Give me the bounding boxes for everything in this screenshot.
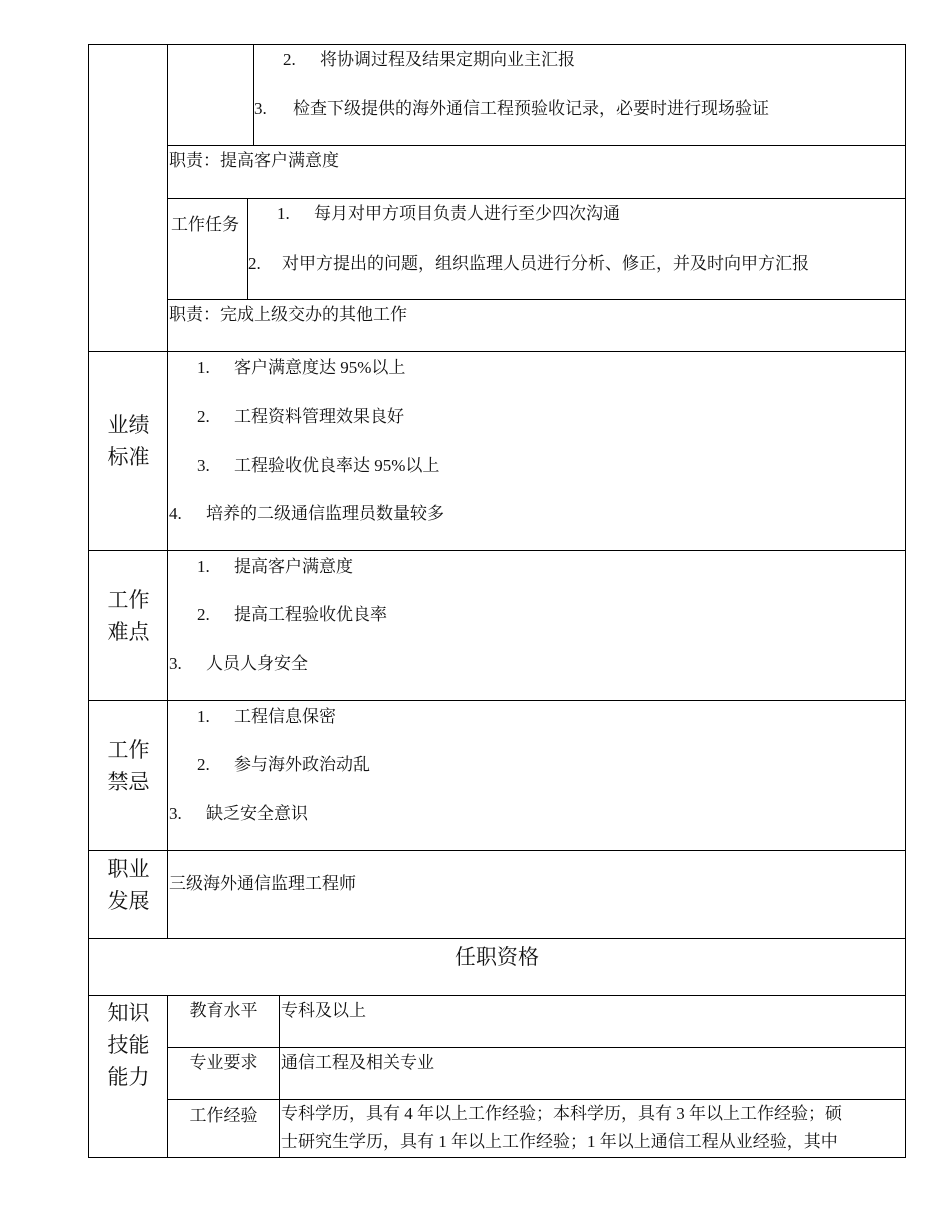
list-item <box>169 803 308 825</box>
career-value: 三级海外通信监理工程师 <box>169 874 356 893</box>
qualifications-label <box>90 997 167 1093</box>
taboos-label-line1: 工作 <box>107 738 150 762</box>
qualifications-label-line1: 知识 <box>107 1001 150 1025</box>
major-value: 通信工程及相关专业 <box>281 1053 434 1072</box>
table-border-bottom <box>88 1157 906 1158</box>
difficulties-top-line <box>88 550 906 551</box>
task1-divider <box>253 44 254 146</box>
list-item-text: 检查下级提供的海外通信工程预验收记录，必要时进行现场验证 <box>293 99 769 118</box>
duty-customer-satisfaction: 职责：提高客户满意度 <box>169 151 339 170</box>
list-item <box>248 253 809 275</box>
label-column-divider <box>167 44 168 939</box>
duty2-top-line <box>167 145 906 146</box>
difficulties-label-line2: 难点 <box>107 620 150 644</box>
list-item-number: 1. <box>197 557 210 576</box>
list-item-number: 2. <box>197 755 210 774</box>
list-item-text: 每月对甲方项目负责人进行至少四次沟通 <box>314 204 620 223</box>
list-item-text: 将协调过程及结果定期向业主汇报 <box>320 50 575 69</box>
list-item <box>197 556 353 578</box>
career-top-line <box>88 850 906 851</box>
taboos-top-line <box>88 700 906 701</box>
list-item-number: 4. <box>169 504 182 523</box>
table-border-right <box>905 44 906 1158</box>
duty-other-tasks: 职责：完成上级交办的其他工作 <box>169 305 407 324</box>
experience-value-line2: 士研究生学历，具有 1 年以上工作经验；1 年以上通信工程从业经验，其中 <box>281 1132 838 1151</box>
list-item <box>283 49 575 71</box>
list-item-number: 2. <box>248 254 261 273</box>
task2-label <box>170 212 240 237</box>
experience-value-line1: 专科学历，具有 4 年以上工作经验；本科学历，具有 3 年以上工作经验；硕 <box>281 1104 842 1123</box>
qualifications-title-top-line <box>88 938 906 939</box>
taboos-label <box>90 734 167 798</box>
list-item <box>169 503 444 525</box>
list-item-number: 2. <box>197 407 210 426</box>
performance-label-line2: 标准 <box>107 445 150 469</box>
list-item <box>254 98 769 120</box>
qual-value-divider <box>279 996 280 1158</box>
duty3-top-line <box>167 299 906 300</box>
list-item <box>197 706 336 728</box>
list-item-text: 对甲方提出的问题，组织监理人员进行分析、修正，并及时向甲方汇报 <box>282 254 809 273</box>
list-item <box>169 653 308 675</box>
list-item-text: 提高工程验收优良率 <box>234 605 387 624</box>
list-item <box>197 406 404 428</box>
list-item-number: 1. <box>197 358 210 377</box>
list-item-text: 客户满意度达 95%以上 <box>234 358 406 377</box>
list-item <box>197 455 439 477</box>
difficulties-label-line1: 工作 <box>107 588 150 612</box>
list-item <box>277 203 620 225</box>
experience-row-top-line <box>167 1099 906 1100</box>
major-label: 专业要求 <box>189 1053 258 1072</box>
difficulties-label <box>90 584 167 648</box>
task2-top-line <box>167 198 906 199</box>
taboos-label-line2: 禁忌 <box>107 770 150 794</box>
list-item-number: 3. <box>254 99 267 118</box>
list-item-text: 工程验收优良率达 95%以上 <box>234 456 440 475</box>
performance-label-line1: 业绩 <box>107 413 150 437</box>
list-item <box>197 604 387 626</box>
list-item-text: 参与海外政治动乱 <box>234 755 370 774</box>
major-row-top-line <box>167 1047 906 1048</box>
list-item-text: 培养的二级通信监理员数量较多 <box>206 504 444 523</box>
list-item-text: 提高客户满意度 <box>234 557 353 576</box>
career-label-line1: 职业 <box>107 857 150 881</box>
table-border-left <box>88 44 89 1158</box>
list-item-text: 工程资料管理效果良好 <box>234 407 404 426</box>
table-border-top <box>88 44 906 45</box>
performance-top-line <box>88 351 906 352</box>
list-item-number: 3. <box>169 654 182 673</box>
performance-label <box>90 409 167 473</box>
list-item-number: 3. <box>169 804 182 823</box>
list-item-text: 人员人身安全 <box>206 654 308 673</box>
task2-label-text: 工作任务 <box>171 215 239 234</box>
qualifications-label-line2: 技能 <box>107 1033 150 1057</box>
experience-label: 工作经验 <box>189 1106 258 1125</box>
education-value: 专科及以上 <box>281 1001 366 1020</box>
list-item-text: 工程信息保密 <box>234 707 336 726</box>
list-item <box>197 357 405 379</box>
list-item-number: 3. <box>197 456 210 475</box>
task2-divider <box>247 198 248 300</box>
career-label <box>90 853 167 917</box>
list-item-text: 缺乏安全意识 <box>206 804 308 823</box>
list-item-number: 1. <box>197 707 210 726</box>
list-item-number: 2. <box>283 50 296 69</box>
list-item-number: 2. <box>197 605 210 624</box>
list-item <box>197 754 370 776</box>
qualifications-body-top-line <box>88 995 906 996</box>
qualifications-title: 任职资格 <box>455 945 539 969</box>
career-label-line2: 发展 <box>107 889 150 913</box>
list-item-number: 1. <box>277 204 290 223</box>
qualifications-label-line3: 能力 <box>107 1065 150 1089</box>
education-label: 教育水平 <box>189 1001 258 1020</box>
